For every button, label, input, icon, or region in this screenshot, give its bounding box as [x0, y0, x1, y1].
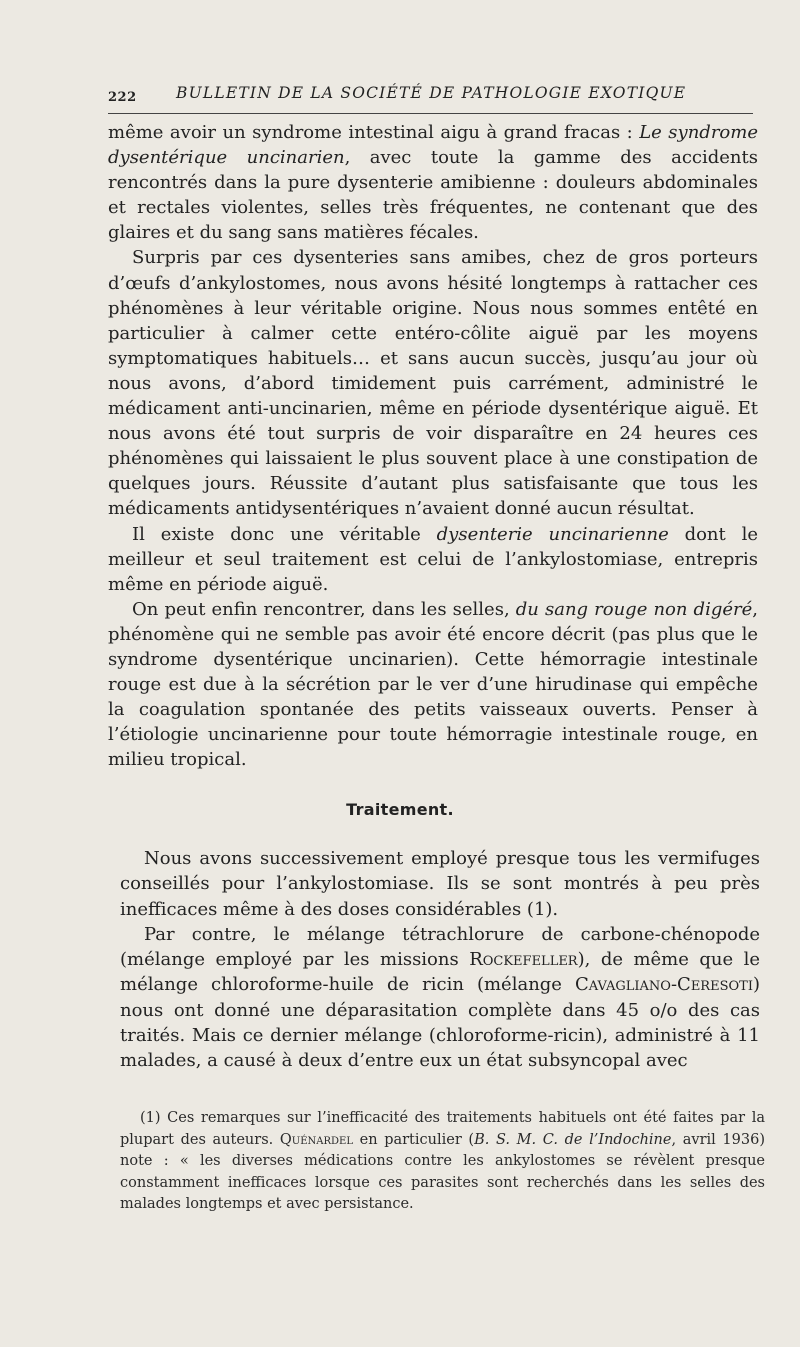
- treatment-text: [120, 846, 760, 1074]
- paragraph-4: [108, 597, 758, 773]
- paragraph-2: Surpris par ces dysenteries sans amibes, chez de gros porteurs d’œufs d’ankylostomes, nous avons hésité longtemps à rattacher ces phénomènes à leur véritable origine. Nous nous sommes entêté en particulier à calmer cette entéro-côlite aiguë par les moyens symptomatiques habituels… et sans aucun succès, jusqu’au jour où nous avons, d’abord timidement puis carrément, administré le médicament anti-uncinarien, même en période dysentérique aiguë. Et nous avons été tout surpris de voir disparaître en 24 heures ces phénomènes qui laissaient le plus souvent place à une constipation de quelques jours. Réussite d’autant plus satisfaisante que tous les médicaments antidysentériques n’avaient donné aucun résultat.: [108, 247, 758, 520]
- footnote: [120, 1108, 765, 1216]
- paragraph-4-text-c: , phénomène qui ne semble pas avoir été encore décrit (pas plus que le syndrome dysentérique uncinarien). Cette hémorragie intestinale rouge est due à la sécrétion par le ver d’une hirudinase qui empêche la coagulation spontanée des petits vaisseaux ouverts. Penser à l’étiologie uncinarienne pour toute hémorragie intestinale rouge, en milieu tropical.: [108, 598, 758, 771]
- section-heading: Traitement.: [346, 800, 454, 819]
- paragraph-1: [108, 120, 758, 245]
- footnote-text-c: , avril 1936) note : « les diverses médications contre les ankylostomes se révèlent presque constamment inefficaces lorsque ces parasites sont recherchés dans les selles des malades longtemps et avec persistance.: [120, 1131, 765, 1212]
- header-rule: [108, 113, 753, 114]
- paragraph-4-text-a: On peut enfin rencontrer, dans les selles,: [132, 598, 516, 620]
- page-number: 222: [108, 90, 137, 105]
- paragraph-3-text-a: Il existe donc une véritable: [132, 523, 437, 545]
- paragraph-1-text-a: même avoir un syndrome intestinal aigu à grand fracas :: [108, 122, 640, 143]
- paragraph-3-italic: dysenterie uncinarienne: [436, 523, 669, 545]
- footnote-citation: B. S. M. C. de l’Indochine: [474, 1131, 672, 1148]
- paragraph-1-italic: Le syndrome dysentérique uncinarien: [108, 122, 758, 169]
- treatment-paragraph-1: Nous avons successivement employé presque tous les vermifuges conseillés pour l’ankylostomiase. Ils se sont montrés à peu près inefficaces même à des doses considérables (1).: [120, 848, 760, 920]
- paragraph-4-italic: du sang rouge non digéré: [515, 598, 753, 620]
- treatment-paragraph-2-text-b: ), de même que le mélange chloroforme-huile de ricin (mélange: [120, 949, 760, 996]
- treatment-paragraph-2: [120, 922, 760, 1074]
- footnote-author: Quénardel: [279, 1131, 353, 1148]
- paragraph-1-text-c: , avec toute la gamme des accidents rencontrés dans la pure dysenterie amibienne : douleurs abdominales et rectales violentes, selles très fréquentes, ne contenant que des glaires et du sang sans matières fécales.: [108, 147, 758, 244]
- treatment-paragraph-2-text-a: Par contre, le mélange tétrachlorure de carbone-chénopode (mélange employé par les missions: [120, 923, 760, 971]
- paragraph-3-text-c: dont le meilleur et seul traitement est celui de l’ankylostomiase, entrepris même en période aiguë.: [108, 523, 758, 595]
- footnote-text: [120, 1108, 765, 1216]
- main-text: [108, 120, 758, 772]
- running-head: [108, 84, 758, 112]
- author-cavagliano-ceresoti: Cavagliano-Ceresoti: [574, 974, 753, 996]
- treatment-paragraph-2-text-c: ) nous ont donné une déparasitation complète dans 45 o/o des cas traités. Mais ce dernier mélange (chloroforme-ricin), administré à 11 malades, a causé à deux d’entre eux un état subsyncopal avec: [120, 974, 760, 1072]
- footnote-text-a: (1) Ces remarques sur l’inefficacité des traitements habituels ont été faites par la plupart des auteurs.: [120, 1110, 765, 1148]
- footnote-text-b: en particulier (: [352, 1131, 475, 1148]
- journal-title: BULLETIN DE LA SOCIÉTÉ DE PATHOLOGIE EXOTIQUE: [176, 84, 687, 102]
- paragraph-3: [108, 522, 758, 597]
- author-rockefeller: Rockefeller: [469, 949, 578, 971]
